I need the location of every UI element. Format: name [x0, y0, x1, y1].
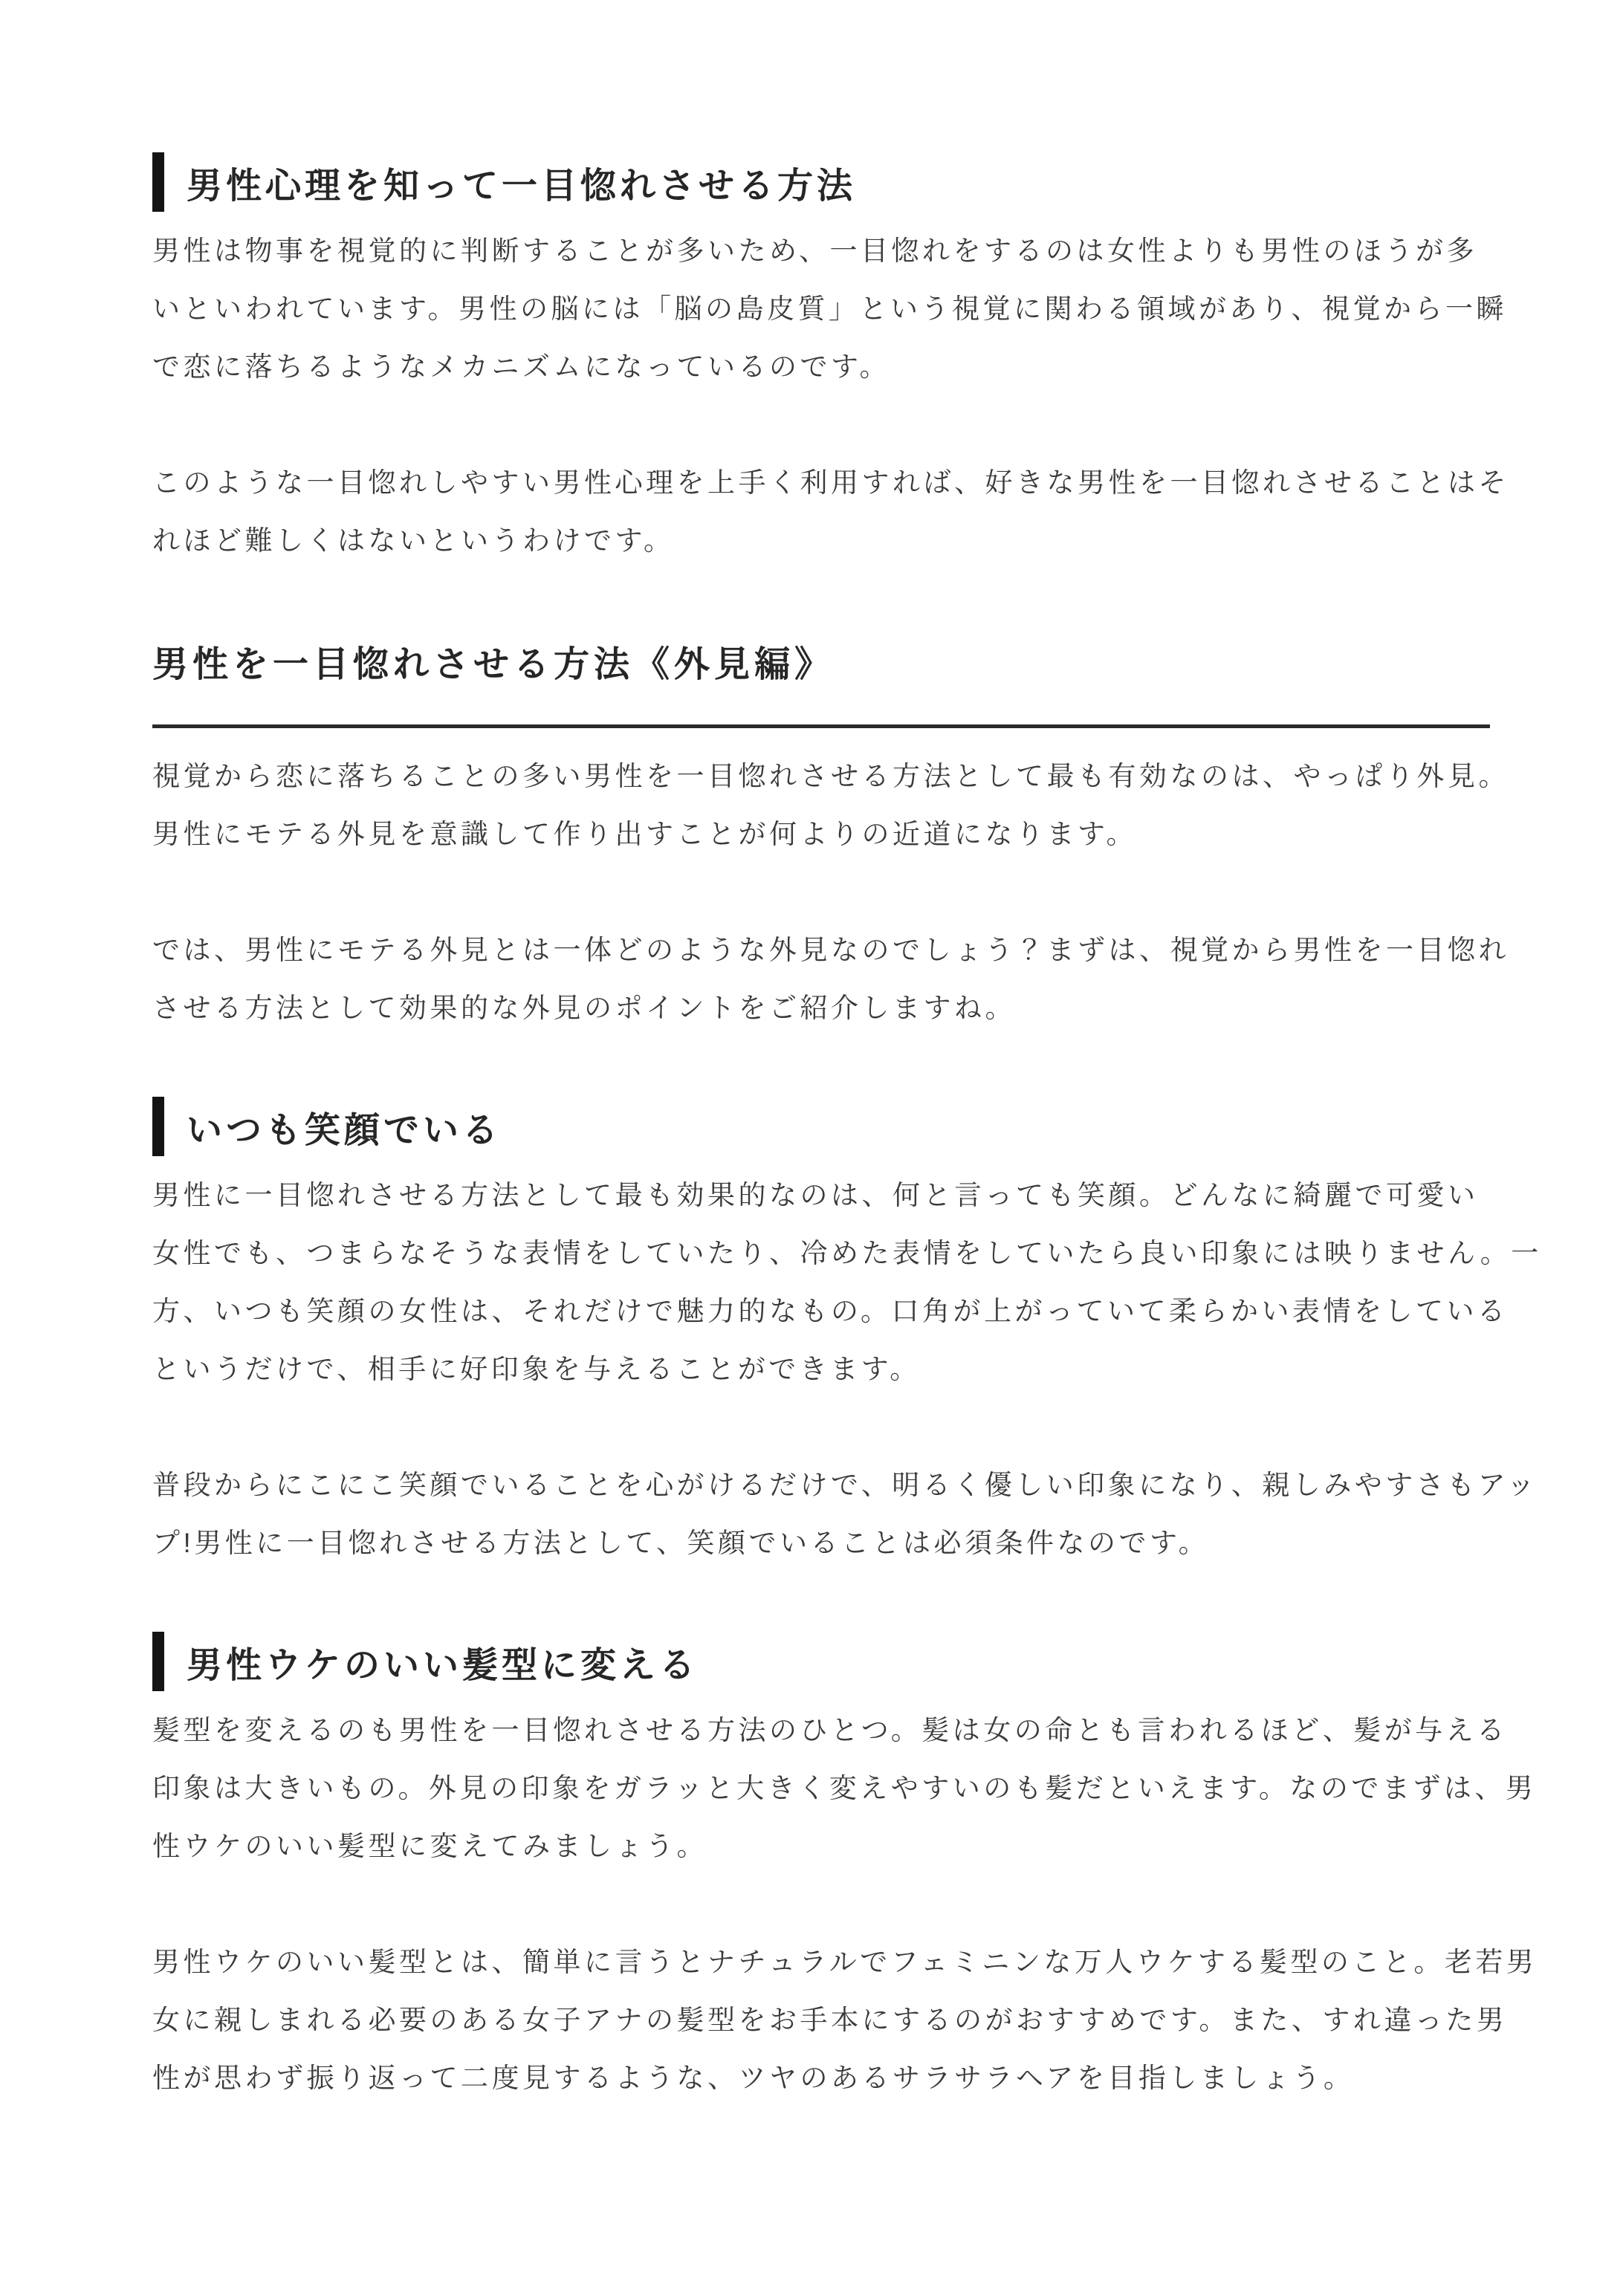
text-line: 女性でも、つまらなそうな表情をしていたり、冷めた表情をしていたら良い印象には映りません。一: [152, 1238, 1542, 1268]
heading-accent-bar: [152, 152, 164, 212]
section-heading-text: 男性心理を知って一目惚れさせる方法: [187, 166, 857, 206]
text-line: 視覚から恋に落ちることの多い男性を一目惚れさせる方法として最も有効なのは、やっぱり外見。: [152, 761, 1509, 791]
paragraph: [152, 1702, 1537, 1875]
text-line: いといわれています。男性の脳には「脳の島皮質」という視覚に関わる領域があり、視覚から一瞬: [152, 294, 1508, 324]
text-line: 印象は大きいもの。外見の印象をガラッと大きく変えやすいのも髪だといえます。なのでまずは、男: [152, 1773, 1537, 1803]
text-line: させる方法として効果的な外見のポイントをご紹介しますね。: [152, 993, 1016, 1023]
section-heading-smile: [152, 1095, 1490, 1158]
text-line: このような一目惚れしやすい男性心理を上手く利用すれば、好きな男性を一目惚れさせることはそ: [152, 467, 1509, 498]
paragraph: [152, 454, 1509, 570]
text-line: プ!男性に一目惚れさせる方法として、笑顔でいることは必須条件なのです。: [152, 1528, 1210, 1558]
text-line: で恋に落ちるようなメカニズムになっているのです。: [152, 351, 891, 382]
text-line: れほど難しくはないというわけです。: [152, 525, 675, 556]
section-heading-text: 男性ウケのいい髪型に変える: [187, 1645, 699, 1685]
text-line: 男性に一目惚れさせる方法として最も効果的なのは、何と言っても笑顔。どんなに綺麗で可愛い: [152, 1180, 1479, 1210]
text-line: というだけで、相手に好印象を与えることができます。: [152, 1354, 921, 1384]
paragraph: [152, 921, 1509, 1037]
text-line: 男性にモテる外見を意識して作り出すことが何よりの近道になります。: [152, 819, 1138, 849]
section-heading-text: いつも笑顔でいる: [187, 1110, 502, 1150]
paragraph: [152, 748, 1509, 863]
article-content: [152, 151, 1542, 2165]
text-line: 女に親しまれる必要のある女子アナの髪型をお手本にするのがおすすめです。また、すれ違った男: [152, 2005, 1508, 2035]
text-line: 方、いつも笑顔の女性は、それだけで魅力的なもの。口角が上がっていて柔らかい表情をしている: [152, 1296, 1509, 1326]
paragraph: [152, 1456, 1538, 1572]
section-heading-hairstyle: [152, 1630, 1490, 1693]
paragraph: [152, 1167, 1542, 1398]
text-line: 髪型を変えるのも男性を一目惚れさせる方法のひとつ。髪は女の命とも言われるほど、髪が与える: [152, 1715, 1508, 1745]
section-heading-appearance: 男性を一目惚れさせる方法《外見編》: [152, 644, 1490, 728]
text-line: 性が思わず振り返って二度見するような、ツヤのあるサラサラヘアを目指しましょう。: [152, 2063, 1355, 2093]
text-line: 普段からにこにこ笑顔でいることを心がけるだけで、明るく優しい印象になり、親しみやすさもアッ: [152, 1470, 1538, 1500]
text-line: 男性ウケのいい髪型とは、簡単に言うとナチュラルでフェミニンな万人ウケする髪型のこと。老若男: [152, 1947, 1538, 1977]
heading-accent-bar: [152, 1097, 164, 1156]
paragraph: [152, 222, 1508, 396]
paragraph: [152, 1933, 1538, 2107]
section-heading-psychology: [152, 151, 1490, 213]
heading-accent-bar: [152, 1632, 164, 1691]
text-line: 性ウケのいい髪型に変えてみましょう。: [152, 1831, 707, 1861]
text-line: 男性は物事を視覚的に判断することが多いため、一目惚れをするのは女性よりも男性のほうが多: [152, 236, 1478, 266]
text-line: では、男性にモテる外見とは一体どのような外見なのでしょう？まずは、視覚から男性を一目惚れ: [152, 935, 1509, 965]
